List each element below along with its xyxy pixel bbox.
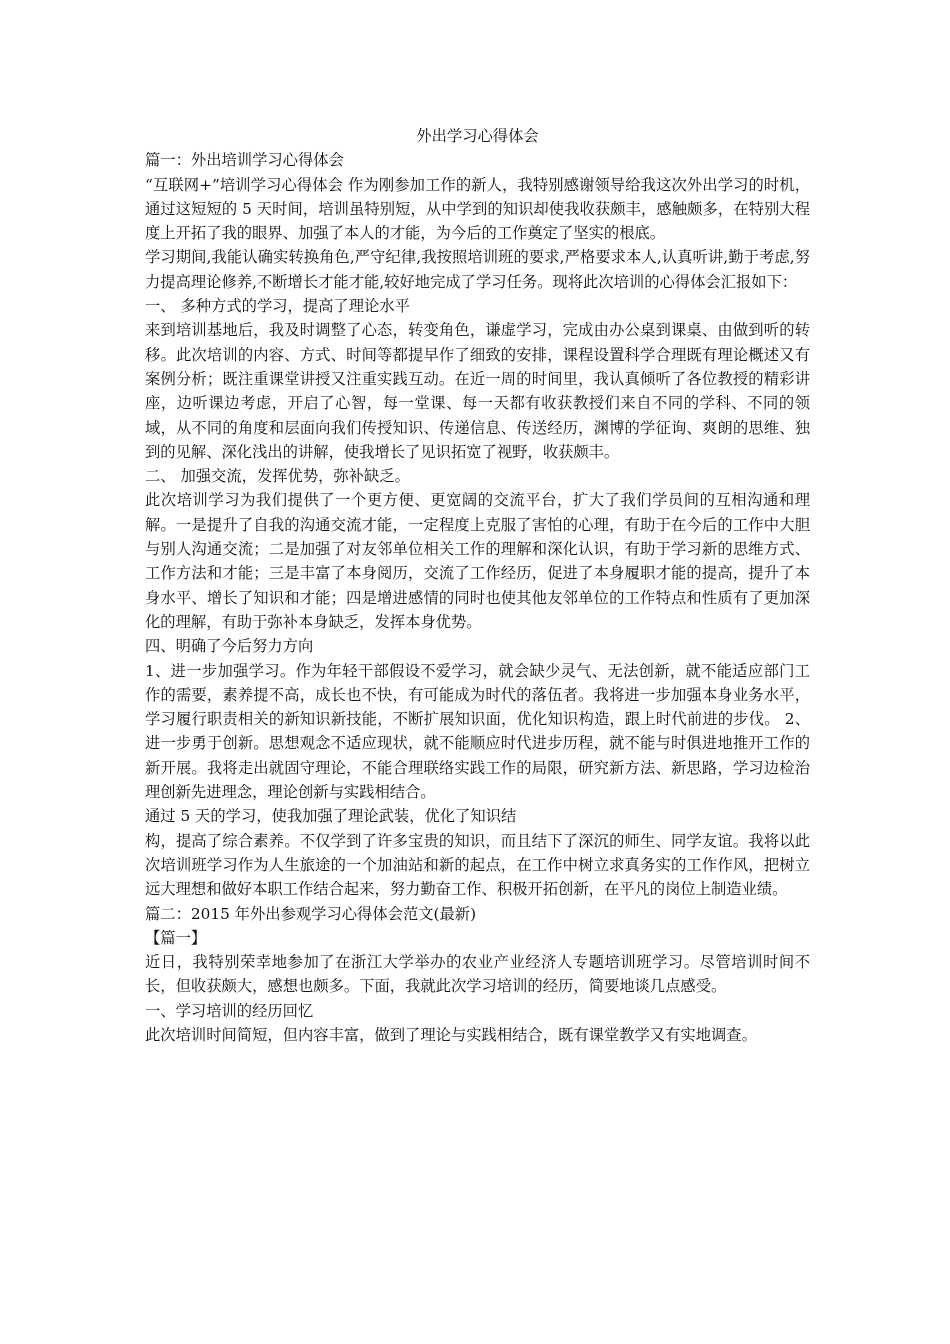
section-heading-part-1: 篇一：外出培训学习心得体会 — [145, 151, 344, 170]
body-paragraph: 通过 5 天的学习，使我加强了理论武装，优化了知识结 — [145, 807, 517, 826]
body-paragraph: “互联网+”培训学习心得体会 作为刚参加工作的新人，我特别感谢领导给我这次外出学习的时机，通过这短短的 5 天时间，培训虽特别短，从中学到的知识却使我收获颇丰，感触颇多，在特别大程度上开拓了我的眼界、加强了本人的才能，为今后的工作奠定了坚实的根底。 — [145, 175, 810, 243]
document-page — [145, 124, 810, 1047]
document-title: 外出学习心得体会 — [416, 127, 539, 145]
subheading-review: 一、学习培训的经历回忆 — [145, 1001, 314, 1020]
subheading-2: 二、 加强交流，发挥优势，弥补缺乏。 — [145, 467, 410, 486]
body-paragraph: 近日，我特别荣幸地参加了在浙江大学举办的农业产业经济人专题培训班学习。尽管培训时间不长，但收获颇大，感想也颇多。下面，我就此次学习培训的经历，简要地谈几点感受。 — [145, 953, 810, 996]
subheading-4: 四、明确了今后努力方向 — [145, 637, 314, 656]
body-paragraph: 此次培训学习为我们提供了一个更方便、更宽阔的交流平台，扩大了我们学员间的互相沟通和理解。一是提升了自我的沟通交流才能，一定程度上克服了害怕的心理，有助于在今后的工作中大胆与别人沟通交流；二是加强了对友邻单位相关工作的理解和深化认识，有助于学习新的思维方式、工作方法和才能；三是丰富了本身阅历，交流了工作经历，促进了本身履职才能的提高，提升了本身水平、增长了知识和才能；四是增进感情的同时也使其他友邻单位的工作特点和性质有了更加深化的理解，有助于弥补本身缺乏，发挥本身优势。 — [145, 491, 810, 631]
body-paragraph: 此次培训时间简短，但内容丰富，做到了理论与实践相结合，既有课堂教学又有实地调查。 — [145, 1025, 757, 1044]
body-paragraph: 1、进一步加强学习。作为年轻干部假设不爱学习，就会缺少灵气、无法创新，就不能适应部门工作的需要，素养提不高，成长也不快，有可能成为时代的落伍者。我将进一步加强本身业务水平，学习履行职责相关的新知识新技能，不断扩展知识面，优化知识构造，跟上时代前进的步伐。 2、进一步勇于创新。思想观念不适应现状，就不能顺应时代进步历程，就不能与时俱进地推开工作的新开展。我将走出就固守理论，不能合理联络实践工作的局限，研究新方法、新思路，学习边检治理创新先进理念，理论创新与实践相结合。 — [145, 661, 810, 802]
subsection-label: 【篇一】 — [145, 928, 207, 947]
body-paragraph: 学习期间,我能认确实转换角色,严守纪律,我按照培训班的要求,严格要求本人,认真听讲,勤于考虑,努力提高理论修养,不断增长才能才能,较好地完成了学习任务。现将此次培训的心得体会汇报如下： — [145, 248, 810, 291]
subheading-1: 一、 多种方式的学习，提高了理论水平 — [145, 297, 410, 316]
section-heading-part-2: 篇二：2015 年外出参观学习心得体会范文(最新) — [145, 904, 477, 923]
body-paragraph: 构，提高了综合素养。不仅学到了许多宝贵的知识，而且结下了深沉的师生、同学友谊。我将以此次培训班学习作为人生旅途的一个加油站和新的起点，在工作中树立求真务实的工作作风，把树立远大理想和做好本职工作结合起来，努力勤奋工作、积极开拓创新，在平凡的岗位上制造业绩。 — [145, 831, 810, 899]
body-paragraph: 来到培训基地后，我及时调整了心态，转变角色，谦虚学习，完成由办公桌到课桌、由做到听的转移。此次培训的内容、方式、时间等都提早作了细致的安排，课程设置科学合理既有理论概述又有案例分析；既注重课堂讲授又注重实践互动。在近一周的时间里，我认真倾听了各位教授的精彩讲座，边听课边考虑，开启了心智，每一堂课、每一天都有收获教授们来自不同的学科、不同的领域，从不同的角度和层面向我们传授知识、传递信息、传送经历，渊博的学征询、爽朗的思维、独到的见解、深化浅出的讲解，使我增长了见识拓宽了视野，收获颇丰。 — [145, 321, 810, 461]
